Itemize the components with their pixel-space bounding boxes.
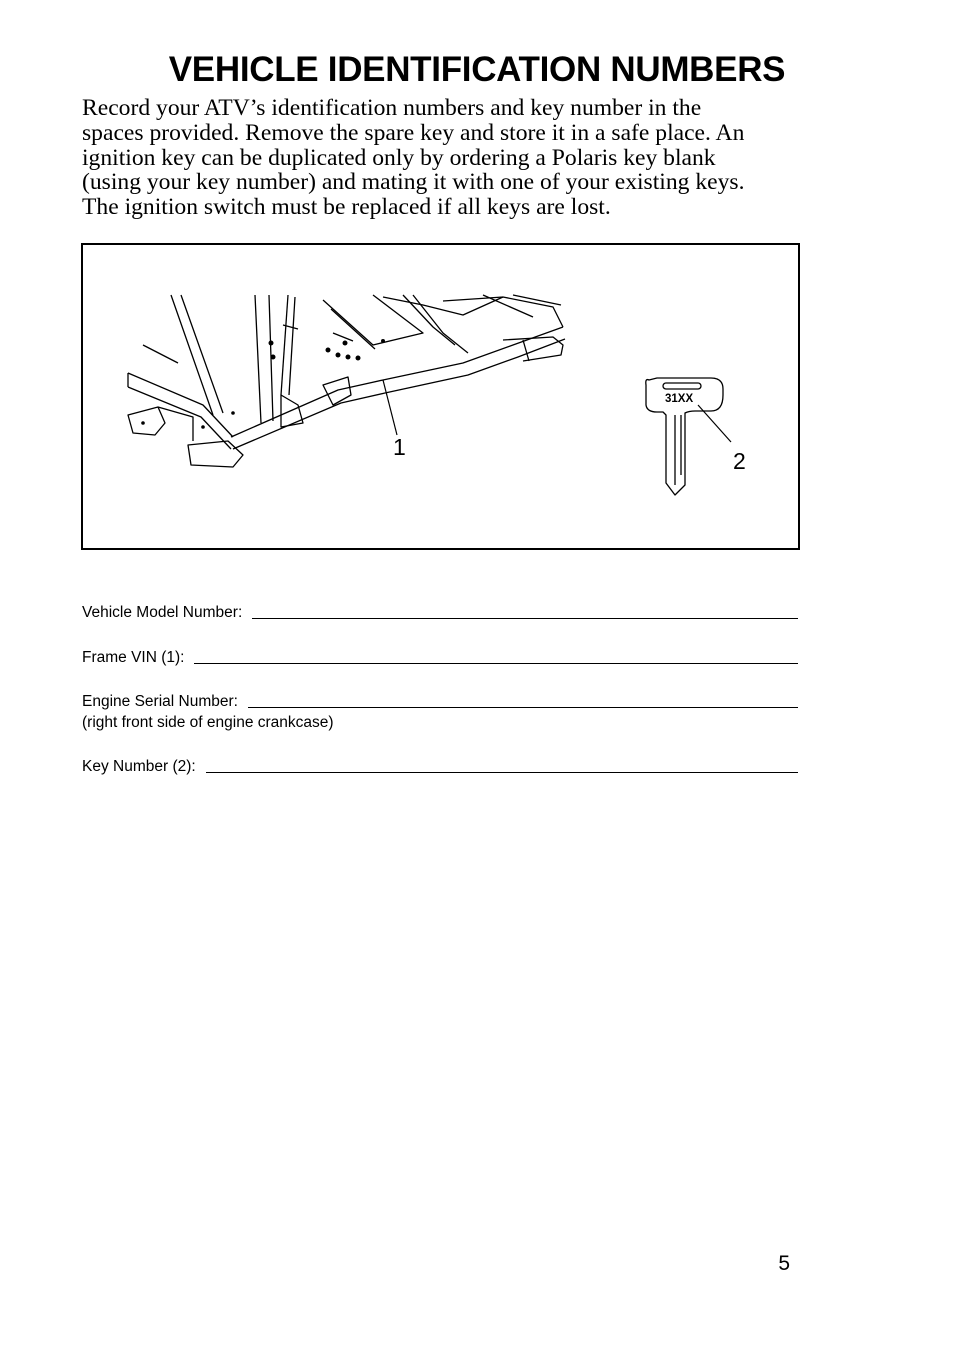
intro-line: Record your ATV’s identification numbers and key number in the <box>82 95 702 121</box>
model-number-field[interactable] <box>252 604 798 619</box>
engine-serial-label: Engine Serial Number: <box>82 693 238 710</box>
callout-frame-label: 1 <box>393 434 406 460</box>
frame-vin-row <box>82 649 798 667</box>
key-number-row <box>82 758 798 776</box>
engine-serial-hint: (right front side of engine crankcase) <box>82 714 334 731</box>
page-title: VEHICLE IDENTIFICATION NUMBERS <box>168 50 786 89</box>
intro-paragraph <box>82 96 812 220</box>
key-number-field[interactable] <box>206 758 798 773</box>
key-number-label: Key Number (2): <box>82 758 196 775</box>
callout-key-label: 2 <box>733 448 746 474</box>
page-number: 5 <box>778 1252 790 1275</box>
intro-line: spaces provided. Remove the spare key and store it in a safe place. An <box>82 119 745 146</box>
intro-line: (using your key number) and mating it with one of your existing keys. <box>82 169 745 196</box>
engine-serial-row <box>82 693 798 711</box>
frame-holes <box>141 339 385 429</box>
key-code-stamp: 31XX <box>665 393 694 405</box>
intro-line: The ignition switch must be replaced if all keys are lost. <box>82 194 611 221</box>
frame-vin-label: Frame VIN (1): <box>82 649 185 666</box>
vin-illustration-box <box>81 243 800 550</box>
callout-leader-frame <box>383 380 397 435</box>
intro-line: ignition key can be duplicated only by ordering a Polaris key blank <box>82 144 716 171</box>
model-number-row <box>82 604 798 622</box>
model-number-label: Vehicle Model Number: <box>82 604 243 621</box>
frame-vin-field[interactable] <box>194 649 798 664</box>
atv-frame-drawing <box>128 295 565 467</box>
engine-serial-field[interactable] <box>248 693 798 708</box>
